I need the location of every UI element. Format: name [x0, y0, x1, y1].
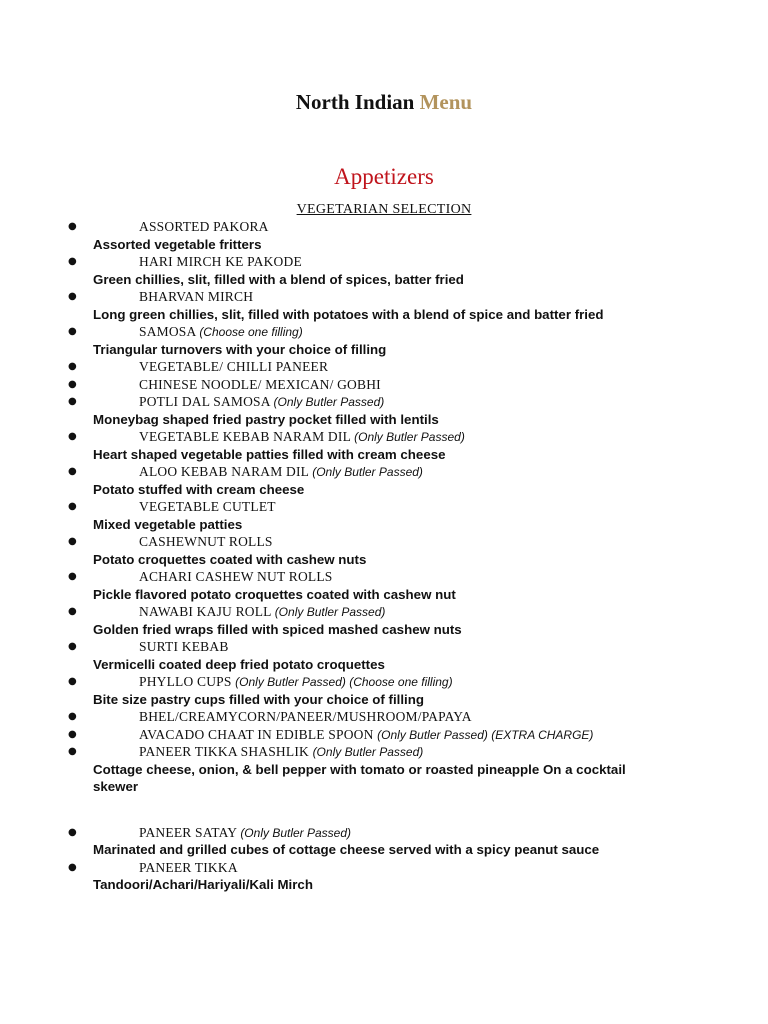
menu-item: [0, 603, 768, 638]
menu-item-description: Tandoori/Achari/Hariyali/Kali Mirch: [93, 877, 313, 892]
bullet-icon: ●: [68, 536, 77, 547]
menu-item-name-text: ACHARI CASHEW NUT ROLLS: [139, 569, 333, 584]
menu-item-header: [0, 288, 768, 306]
bullet-icon: ●: [68, 326, 77, 337]
page-title-accent: Menu: [419, 90, 473, 114]
menu-item-name-text: POTLI DAL SAMOSA: [139, 394, 270, 409]
menu-item-description: Cottage cheese, onion, & bell pepper with tomato or roasted pineapple On a cocktail skewer: [93, 761, 626, 794]
bullet-icon: ●: [68, 466, 77, 477]
bullet-icon: ●: [68, 606, 77, 617]
bullet-icon: ●: [68, 378, 77, 390]
menu-item-header: [0, 428, 768, 446]
menu-item-name-text: VEGETABLE CUTLET: [139, 499, 276, 514]
bullet-icon: ●: [68, 221, 77, 232]
menu-item-note: (Only Butler Passed): [273, 395, 385, 409]
menu-item-name: [139, 358, 328, 376]
menu-item-name-text: BHEL/CREAMYCORN/PANEER/MUSHROOM/PAPAYA: [139, 709, 472, 724]
menu-item-name: [139, 638, 229, 656]
menu-item-name-text: VEGETABLE/ CHILLI PANEER: [139, 359, 329, 374]
bullet-icon: ●: [68, 396, 77, 407]
bullet-icon: ●: [68, 571, 77, 582]
menu-item-description: Triangular turnovers with your choice of filling: [93, 341, 387, 357]
menu-item-header: [0, 253, 768, 271]
menu-item-name: [139, 376, 381, 394]
menu-item-name-text: CASHEWNUT ROLLS: [139, 534, 273, 549]
menu-item-description: Potato stuffed with cream cheese: [93, 481, 305, 497]
menu-item-name: [139, 253, 302, 271]
menu-item-name: [139, 673, 453, 692]
menu-item-name: [139, 288, 253, 306]
menu-item-note: (Only Butler Passed): [354, 430, 465, 444]
bullet-icon: ●: [68, 676, 77, 687]
menu-item-note: (Only Butler Passed): [274, 605, 386, 619]
menu-item-name-text: PANEER TIKKA SHASHLIK: [139, 744, 309, 759]
menu-item: [0, 726, 768, 744]
menu-item-name: [139, 743, 423, 762]
menu-item-header: [0, 673, 768, 691]
menu-item-note: (Only Butler Passed) (EXTRA CHARGE): [377, 727, 594, 742]
menu-item-note: (Only Butler Passed) (Choose one filling): [235, 675, 453, 689]
menu-item-description: Marinated and grilled cubes of cottage cheese served with a spicy peanut sauce: [93, 842, 600, 857]
menu-item: [0, 288, 768, 323]
bullet-icon: ●: [68, 361, 77, 372]
bullet-icon: ●: [68, 641, 77, 652]
menu-item-name-text: SURTI KEBAB: [139, 639, 229, 654]
menu-item-name-text: CHINESE NOODLE/ MEXICAN/ GOBHI: [139, 376, 381, 392]
menu-item-name: [139, 824, 351, 843]
menu-item-header: [0, 726, 768, 744]
bullet-icon: ●: [68, 256, 77, 267]
menu-item: [0, 393, 768, 428]
menu-item-description: Heart shaped vegetable patties filled with cream cheese: [93, 446, 446, 462]
menu-item: [0, 218, 768, 253]
bullet-icon: ●: [68, 746, 77, 757]
menu-item-description: Green chillies, slit, filled with a blend of spices, batter fried: [93, 271, 464, 287]
menu-item: [0, 498, 768, 533]
menu-item: [0, 323, 768, 358]
menu-item-name: [139, 726, 593, 745]
menu-item-header: [0, 859, 768, 877]
menu-item-description: Bite size pastry cups filled with your choice of filling: [93, 691, 425, 707]
menu-item-description: Vermicelli coated deep fried potato croquettes: [93, 656, 385, 672]
menu-item-name: [139, 708, 472, 726]
menu-item: [0, 673, 768, 708]
list-spacer: [0, 796, 768, 824]
menu-item-header: [0, 743, 768, 761]
bullet-icon: ●: [68, 431, 77, 442]
section-title: Appetizers: [334, 164, 434, 189]
menu-item-note: (Choose one filling): [199, 325, 303, 339]
menu-item-name-text: PANEER SATAY: [139, 824, 237, 840]
menu-item: [0, 824, 768, 859]
menu-item-name-text: BHARVAN MIRCH: [139, 289, 254, 304]
subsection-title: [0, 201, 768, 219]
menu-item-name-text: PHYLLO CUPS: [139, 674, 232, 689]
menu-item-description: Pickle flavored potato croquettes coated with cashew nut: [93, 586, 456, 602]
menu-item-note: (Only Butler Passed): [312, 465, 423, 479]
menu-item-header: [0, 376, 768, 394]
menu-item-name-text: SAMOSA: [139, 324, 196, 339]
menu-item-name-text: ASSORTED PAKORA: [139, 219, 269, 234]
menu-item-name: [139, 603, 385, 622]
menu-item-name-text: AVACADO CHAAT IN EDIBLE SPOON: [139, 726, 374, 742]
page-title: [0, 88, 768, 116]
menu-item-name-text: NAWABI KAJU ROLL: [139, 604, 272, 619]
menu-item-description: Golden fried wraps filled with spiced mashed cashew nuts: [93, 621, 462, 637]
menu-item: [0, 638, 768, 673]
menu-item-description: Mixed vegetable patties: [93, 516, 243, 532]
menu-item-name: [139, 568, 333, 586]
menu-item-description: Long green chillies, slit, filled with potatoes with a blend of spice and batter fried: [93, 306, 604, 322]
menu-item-header: [0, 824, 768, 842]
menu-item-name-text: HARI MIRCH KE PAKODE: [139, 254, 302, 269]
menu-item-name: [139, 463, 423, 482]
menu-item: [0, 253, 768, 288]
menu-item-header: [0, 708, 768, 726]
menu-item-description: Moneybag shaped fried pastry pocket filled with lentils: [93, 411, 439, 427]
bullet-icon: ●: [68, 291, 77, 302]
menu-item-name: [139, 323, 303, 342]
menu-item-header: [0, 358, 768, 376]
menu-item: [0, 533, 768, 568]
menu-item-header: [0, 638, 768, 656]
menu-item-header: [0, 218, 768, 236]
menu-item-description: Assorted vegetable fritters: [93, 236, 262, 252]
menu-item-header: [0, 533, 768, 551]
menu-item-header: [0, 323, 768, 341]
menu-item: [0, 708, 768, 726]
bullet-icon: ●: [68, 826, 77, 838]
menu-item: [0, 743, 768, 796]
page-title-main: North Indian: [295, 90, 415, 114]
menu-item-name-text: PANEER TIKKA: [139, 859, 238, 875]
menu-item: [0, 428, 768, 463]
menu-item-name-text: ALOO KEBAB NARAM DIL: [139, 464, 309, 479]
menu-item-note: (Only Butler Passed): [312, 745, 424, 759]
menu-list: [0, 218, 768, 894]
menu-item-name: [139, 393, 384, 412]
menu-item-header: [0, 568, 768, 586]
menu-item-header: [0, 393, 768, 411]
menu-item: [0, 376, 768, 394]
menu-item-header: [0, 463, 768, 481]
menu-item: [0, 859, 768, 894]
menu-item-name: [139, 498, 276, 516]
bullet-icon: ●: [68, 861, 77, 873]
menu-item-name-text: VEGETABLE KEBAB NARAM DIL: [139, 429, 351, 444]
menu-item-header: [0, 603, 768, 621]
menu-item: [0, 463, 768, 498]
menu-item-name: [139, 533, 273, 551]
bullet-icon: ●: [68, 728, 77, 740]
subsection-title-text: VEGETARIAN SELECTION: [296, 202, 472, 217]
menu-item-name: [139, 428, 465, 447]
menu-item-note: (Only Butler Passed): [240, 825, 352, 840]
bullet-icon: ●: [68, 501, 77, 512]
menu-item-name: [139, 859, 238, 877]
bullet-icon: ●: [68, 711, 77, 722]
menu-item: [0, 568, 768, 603]
menu-item-header: [0, 498, 768, 516]
menu-item: [0, 358, 768, 376]
menu-item-name: [139, 218, 269, 236]
menu-item-description: Potato croquettes coated with cashew nuts: [93, 551, 367, 567]
